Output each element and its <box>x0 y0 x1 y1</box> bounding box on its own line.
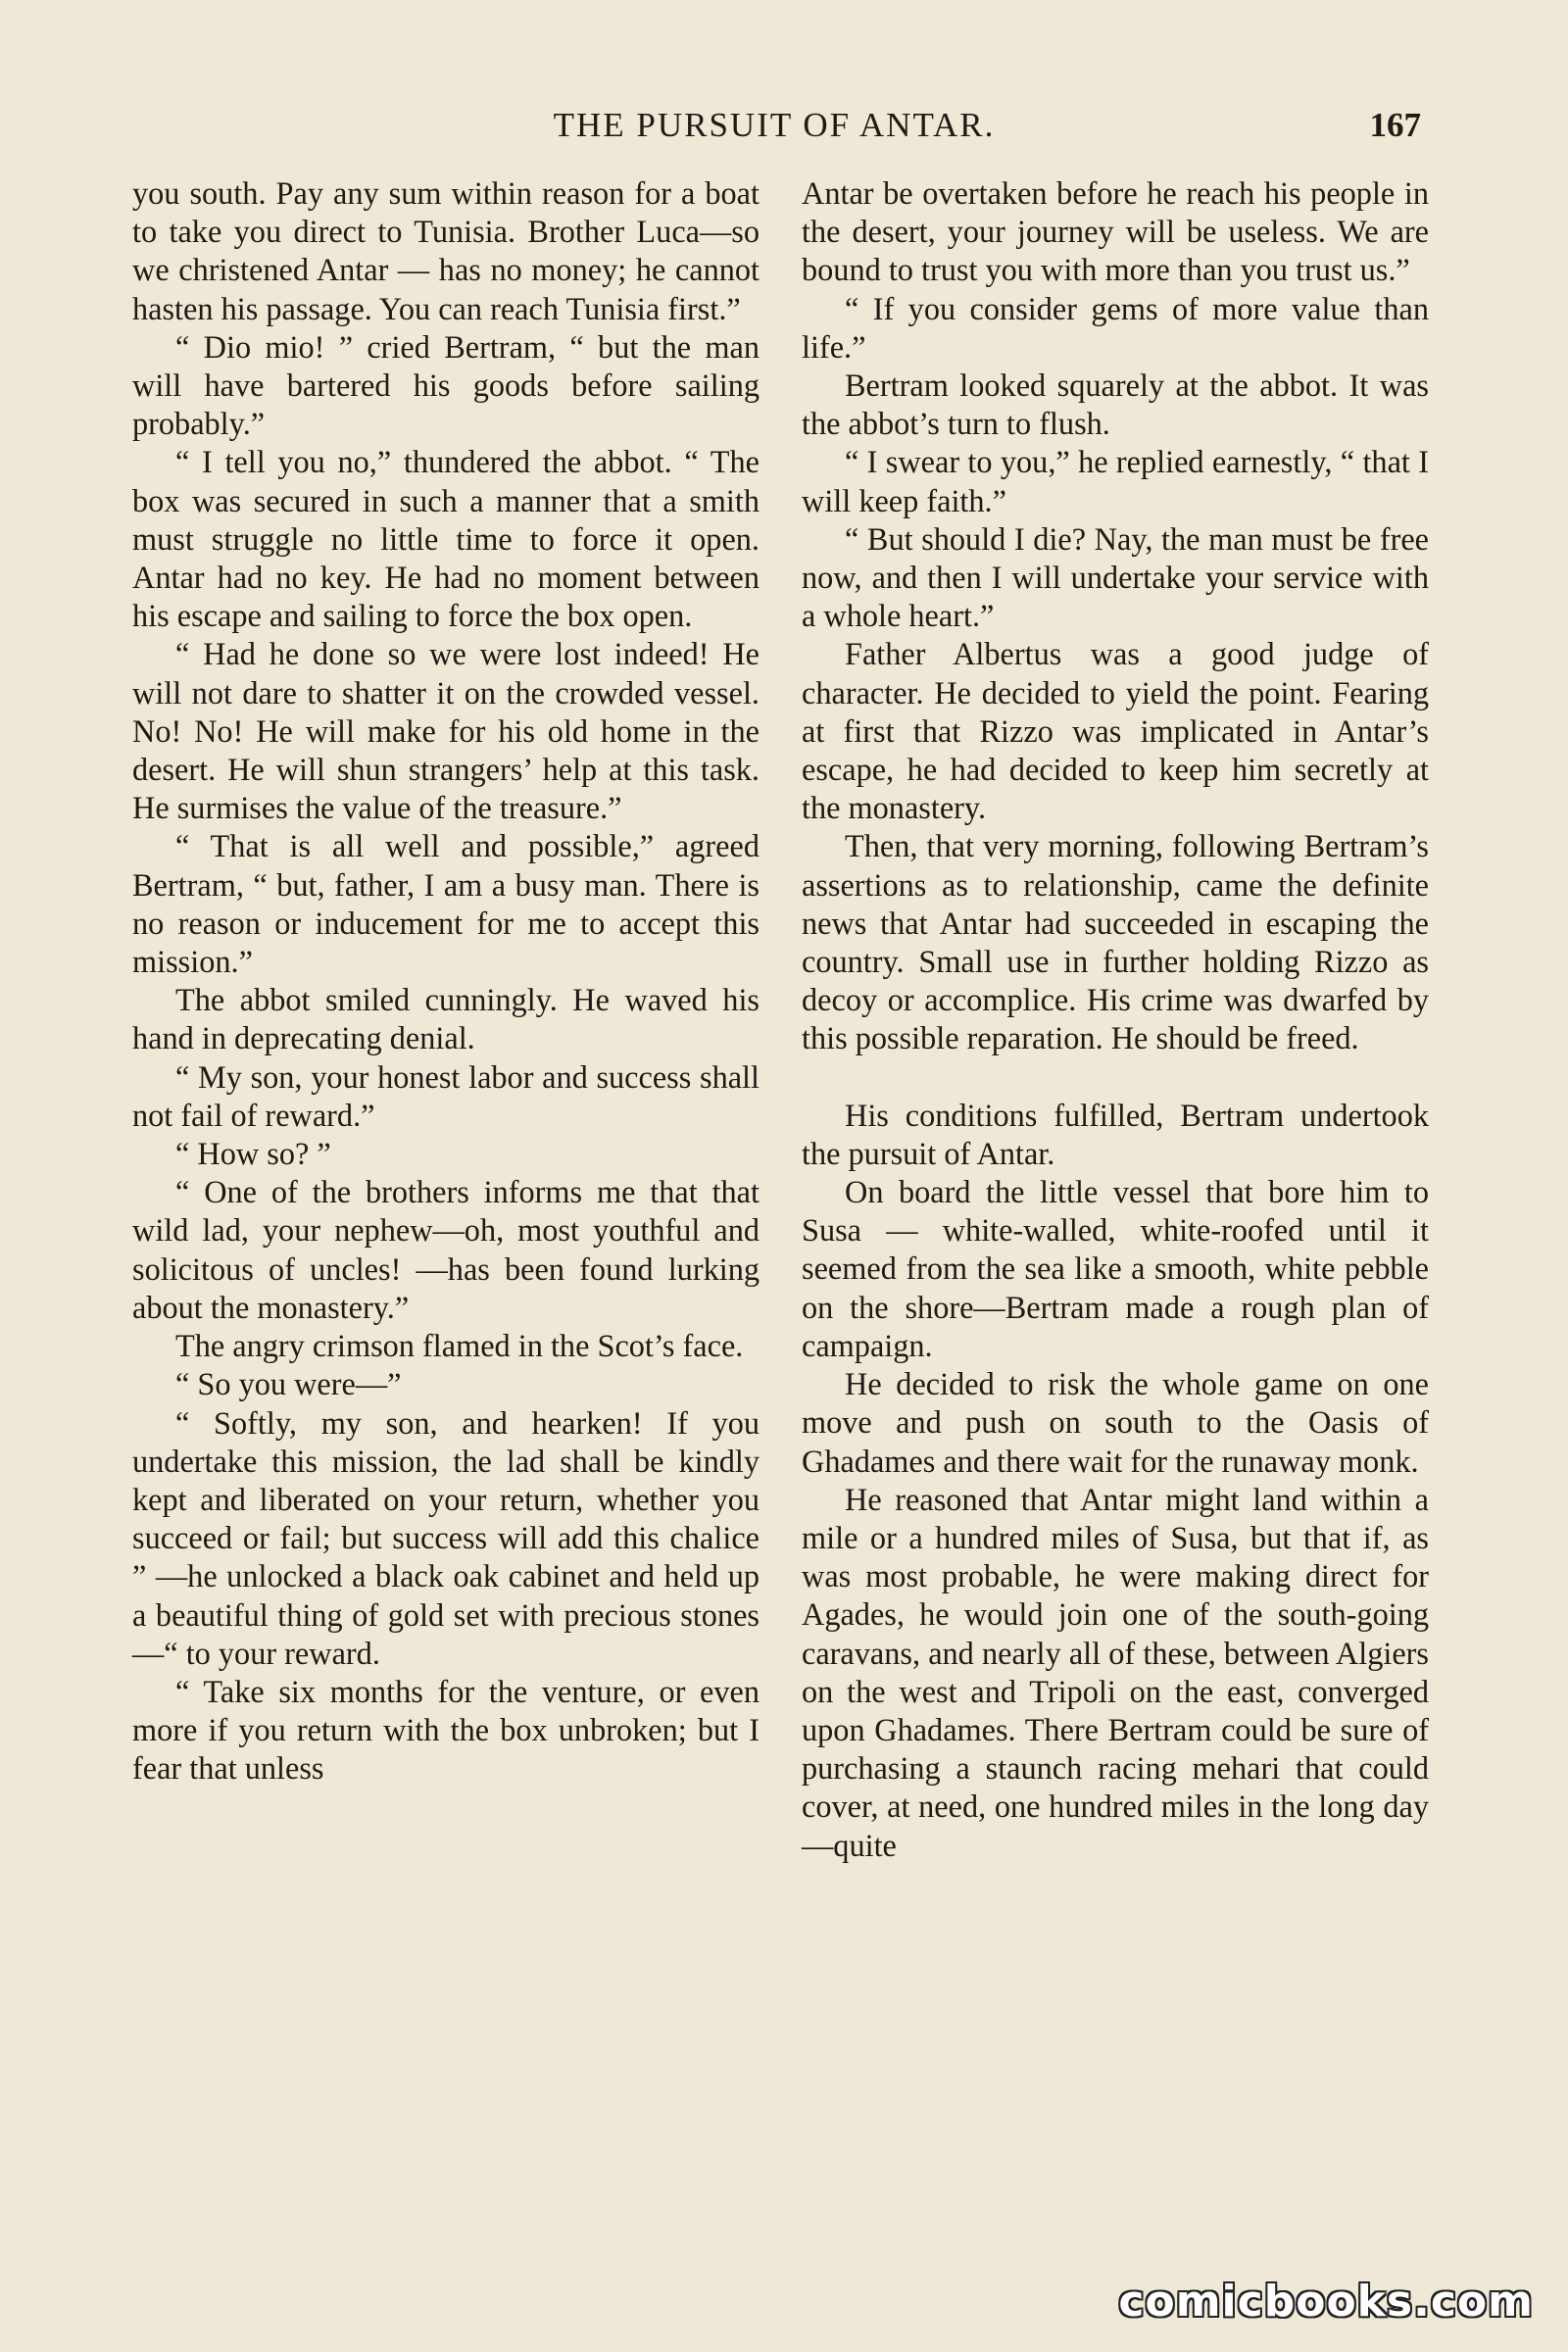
site-watermark: comicbooks.com <box>1118 2277 1534 2327</box>
paragraph: “ My son, your honest labor and success shall not fail of reward.” <box>132 1058 760 1133</box>
paragraph: He reasoned that Antar might land within a mile or a hundred miles of Susa, but that if, as was most probable, he were making direct for Agades, he would join one of the south-going caravans, and nearly all of these, between Algiers on the west and Tripoli on the east, converged upon Ghadames. There Bertram could be sure of purchasing a staunch racing mehari that could cover, at need, one hundred miles in the long day—quite <box>802 1481 1429 1863</box>
page-number: 167 <box>1369 106 1421 144</box>
paragraph: “ Softly, my son, and hearken! If you undertake this mission, the lad shall be kindly kept and liberated on your return, whether you succeed or fail; but success will add this chalice ” —he unlocked a black oak cabinet and held up a beautiful thing of gold set with precious stones—“ to your reward. <box>132 1404 760 1671</box>
paragraph: “ Dio mio! ” cried Bertram, “ but the man will have bartered his goods before sailing probably.” <box>132 328 760 442</box>
paragraph: The abbot smiled cunningly. He waved his hand in deprecating denial. <box>132 982 760 1056</box>
paragraph: you south. Pay any sum within reason for a boat to take you direct to Tunisia. Brother Luca—so we christened Antar — has no money; he cannot hasten his passage. You can reach Tunisia first.” <box>132 175 760 326</box>
paragraph: Bertram looked squarely at the abbot. It was the abbot’s turn to flush. <box>802 368 1429 442</box>
page-header <box>127 96 1421 155</box>
paragraph: On board the little vessel that bore him to Susa — white-walled, white-roofed until it seemed from the sea like a smooth, white pebble on the shore—Bertram made a rough plan of campaign. <box>802 1174 1429 1363</box>
running-title: THE PURSUIT OF ANTAR. <box>553 106 996 144</box>
paragraph: He decided to risk the whole game on one move and push on south to the Oasis of Ghadames and there wait for the runaway monk. <box>802 1366 1429 1479</box>
paragraph: Then, that very morning, following Bertram’s assertions as to relationship, came the definite news that Antar had succeeded in escaping the country. Small use in further holding Rizzo as decoy or accomplice. His crime was dwarfed by this possible reparation. He should be freed. <box>802 828 1429 1056</box>
paragraph: “ I tell you no,” thundered the abbot. “ The box was secured in such a manner that a smith must struggle no little time to force it open. Antar had no key. He had no moment between his escape and sailing to force the box open. <box>132 444 760 634</box>
paragraph: “ If you consider gems of more value than life.” <box>802 290 1429 365</box>
right-column <box>802 174 1429 1865</box>
paragraph: “ But should I die? Nay, the man must be free now, and then I will undertake your service with a whole heart.” <box>802 520 1429 634</box>
paragraph: “ How so? ” <box>175 1136 331 1172</box>
paragraph: The angry crimson flamed in the Scot’s face. <box>175 1328 744 1364</box>
paragraph: “ I swear to you,” he replied earnestly, “ that I will keep faith.” <box>802 444 1429 518</box>
paragraph: His conditions fulfilled, Bertram undertook the pursuit of Antar. <box>802 1097 1429 1171</box>
paragraph: Antar be overtaken before he reach his people in the desert, your journey will be useless. We are bound to trust you with more than you trust us.” <box>802 175 1429 288</box>
left-column <box>132 174 760 1788</box>
paragraph: “ That is all well and possible,” agreed Bertram, “ but, father, I am a busy man. There is no reason or inducement for me to accept this mission.” <box>132 828 760 980</box>
paragraph: “ So you were—” <box>175 1366 402 1402</box>
paragraph: “ Had he done so we were lost indeed! He will not dare to shatter it on the crowded vessel. No! No! He will make for his old home in the desert. He will shun strangers’ help at this task. He surmises the value of the treasure.” <box>132 636 760 826</box>
paragraph: “ One of the brothers informs me that that wild lad, your nephew—oh, most youthful and solicitous of uncles! —has been found lurking about the monastery.” <box>132 1174 760 1325</box>
paragraph: Father Albertus was a good judge of character. He decided to yield the point. Fearing at first that Rizzo was implicated in Antar’s escape, he had decided to keep him secretly at the monastery. <box>802 636 1429 826</box>
paragraph: “ Take six months for the venture, or even more if you return with the box unbroken; but I fear that unless <box>132 1673 760 1787</box>
